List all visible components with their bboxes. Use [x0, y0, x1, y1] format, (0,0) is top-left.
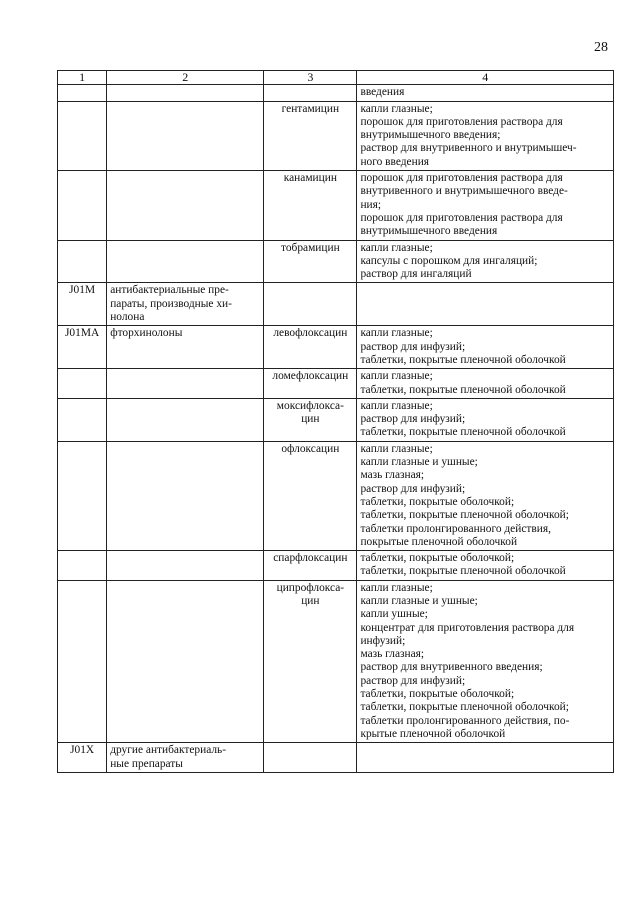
drug-name-cell	[264, 551, 357, 581]
group-name-cell	[107, 580, 264, 743]
dosage-forms-line: раствор для внутривенного введения;	[360, 661, 543, 674]
dosage-forms-line: порошок для приготовления раствора для	[360, 211, 563, 224]
dosage-forms-cell	[357, 398, 614, 441]
dosage-forms-cell	[357, 551, 614, 581]
table-body	[58, 85, 614, 773]
drug-name-line: ципрофлокса-	[276, 581, 345, 594]
dosage-forms-line: таблетки, покрытые пленочной оболочкой	[360, 353, 566, 366]
dosage-forms-line: капсулы с порошком для ингаляций;	[360, 254, 538, 267]
drug-name-line: моксифлокса-	[276, 399, 344, 412]
drug-name-line: ломефлоксацин	[272, 370, 349, 383]
dosage-forms-cell	[357, 326, 614, 369]
dosage-forms-line: таблетки, покрытые пленочной оболочкой;	[360, 701, 569, 714]
dosage-forms-line: капли ушные;	[360, 608, 428, 621]
drug-name-cell	[264, 85, 357, 101]
drug-name-cell	[264, 171, 357, 240]
dosage-forms-line: покрытые пленочной оболочкой	[360, 535, 518, 548]
drug-table	[57, 70, 614, 773]
drug-name-line: канамицин	[283, 172, 337, 185]
dosage-forms-line: крытые пленочной оболочкой	[360, 727, 506, 740]
table-row	[58, 441, 614, 550]
dosage-forms-line: капли глазные;	[360, 370, 433, 383]
drug-name-line: гентамицин	[281, 102, 340, 115]
atc-code-cell	[58, 85, 107, 101]
column-header: 4	[357, 71, 614, 85]
table-row	[58, 398, 614, 441]
table-row	[58, 171, 614, 240]
dosage-forms-line: таблетки, покрытые оболочкой;	[360, 552, 515, 565]
dosage-forms-cell	[357, 283, 614, 326]
drug-name-cell	[264, 743, 357, 773]
drug-name-cell	[264, 580, 357, 743]
dosage-forms-line: раствор для инфузий;	[360, 413, 466, 426]
group-name-line: нолона	[110, 311, 145, 324]
group-name-cell	[107, 743, 264, 773]
dosage-forms-cell	[357, 171, 614, 240]
group-name-cell	[107, 240, 264, 283]
atc-code-cell	[58, 369, 107, 399]
dosage-forms-line: порошок для приготовления раствора для	[360, 115, 563, 128]
dosage-forms-line: раствор для инфузий;	[360, 482, 466, 495]
dosage-forms-cell	[357, 101, 614, 170]
atc-code-cell: J01MA	[58, 326, 107, 369]
dosage-forms-line: таблетки, покрытые пленочной оболочкой	[360, 565, 566, 578]
dosage-forms-line: капли глазные;	[360, 327, 433, 340]
drug-name-cell	[264, 283, 357, 326]
dosage-forms-cell	[357, 85, 614, 101]
atc-code-cell	[58, 398, 107, 441]
dosage-forms-line: капли глазные;	[360, 399, 433, 412]
atc-code-cell	[58, 441, 107, 550]
dosage-forms-line: таблетки, покрытые оболочкой;	[360, 495, 515, 508]
dosage-forms-line: внутривенного и внутримышечного введе-	[360, 185, 568, 198]
atc-code-cell	[58, 171, 107, 240]
group-name-line: параты, производные хи-	[110, 297, 232, 310]
drug-name-cell	[264, 441, 357, 550]
dosage-forms-line: раствор для внутривенного и внутримышеч-	[360, 142, 577, 155]
dosage-forms-line: концентрат для приготовления раствора для	[360, 621, 575, 634]
atc-code-cell	[58, 551, 107, 581]
dosage-forms-line: раствор для инфузий;	[360, 674, 466, 687]
group-name-cell	[107, 369, 264, 399]
dosage-forms-line: инфузий;	[360, 634, 406, 647]
dosage-forms-cell	[357, 580, 614, 743]
drug-name-cell	[264, 398, 357, 441]
column-header: 1	[58, 71, 107, 85]
table-row	[58, 369, 614, 399]
drug-name-cell	[264, 369, 357, 399]
dosage-forms-line: капли глазные;	[360, 241, 433, 254]
page-number: 28	[594, 40, 608, 55]
drug-name-cell	[264, 101, 357, 170]
table-row	[58, 240, 614, 283]
drug-name-line: спарфлоксацин	[273, 552, 348, 565]
atc-code-cell: J01X	[58, 743, 107, 773]
group-name-cell	[107, 398, 264, 441]
group-name-line: фторхинолоны	[110, 327, 183, 340]
table-row	[58, 85, 614, 101]
group-name-line: антибактериальные пре-	[110, 284, 229, 297]
atc-code-cell	[58, 240, 107, 283]
dosage-forms-line: внутримышечного введения	[360, 225, 498, 238]
dosage-forms-line: таблетки, покрытые пленочной оболочкой	[360, 426, 566, 439]
dosage-forms-line: введения	[360, 86, 405, 99]
dosage-forms-line: мазь глазная;	[360, 469, 425, 482]
group-name-cell	[107, 171, 264, 240]
drug-name-line: цин	[301, 594, 320, 607]
dosage-forms-line: капли глазные;	[360, 102, 433, 115]
drug-name-line: тобрамицин	[281, 241, 340, 254]
drug-name-line: офлоксацин	[281, 442, 340, 455]
dosage-forms-line: раствор для ингаляций	[360, 268, 472, 281]
atc-code-cell: J01M	[58, 283, 107, 326]
column-header: 3	[264, 71, 357, 85]
dosage-forms-cell	[357, 369, 614, 399]
table-row	[58, 580, 614, 743]
dosage-forms-line: таблетки, покрытые оболочкой;	[360, 688, 515, 701]
header-row	[58, 71, 614, 85]
dosage-forms-line: таблетки, покрытые пленочной оболочкой	[360, 383, 566, 396]
group-name-cell	[107, 283, 264, 326]
dosage-forms-line: таблетки пролонгированного действия,	[360, 522, 551, 535]
atc-code-cell	[58, 580, 107, 743]
table-row	[58, 101, 614, 170]
group-name-cell	[107, 326, 264, 369]
table-row	[58, 283, 614, 326]
dosage-forms-line: внутримышечного введения;	[360, 129, 501, 142]
dosage-forms-line: порошок для приготовления раствора для	[360, 172, 563, 185]
dosage-forms-line: таблетки пролонгированного действия, по-	[360, 714, 570, 727]
drug-name-line: цин	[301, 413, 320, 426]
group-name-line: ные препараты	[110, 757, 183, 770]
dosage-forms-line: мазь глазная;	[360, 648, 425, 661]
drug-name-cell	[264, 326, 357, 369]
dosage-forms-line: капли глазные и ушные;	[360, 456, 478, 469]
group-name-line: другие антибактериаль-	[110, 744, 227, 757]
table-row	[58, 551, 614, 581]
table-row	[58, 326, 614, 369]
group-name-cell	[107, 85, 264, 101]
group-name-cell	[107, 551, 264, 581]
table-row	[58, 743, 614, 773]
atc-code-cell	[58, 101, 107, 170]
group-name-cell	[107, 441, 264, 550]
drug-name-cell	[264, 240, 357, 283]
drug-name-line: левофлоксацин	[273, 327, 348, 340]
dosage-forms-line: таблетки, покрытые пленочной оболочкой;	[360, 509, 569, 522]
dosage-forms-line: капли глазные и ушные;	[360, 594, 478, 607]
dosage-forms-cell	[357, 240, 614, 283]
column-header: 2	[107, 71, 264, 85]
group-name-cell	[107, 101, 264, 170]
dosage-forms-line: капли глазные;	[360, 442, 433, 455]
dosage-forms-cell	[357, 441, 614, 550]
dosage-forms-line: капли глазные;	[360, 581, 433, 594]
dosage-forms-cell	[357, 743, 614, 773]
dosage-forms-line: раствор для инфузий;	[360, 340, 466, 353]
dosage-forms-line: ного введения	[360, 155, 430, 168]
dosage-forms-line: ния;	[360, 198, 382, 211]
